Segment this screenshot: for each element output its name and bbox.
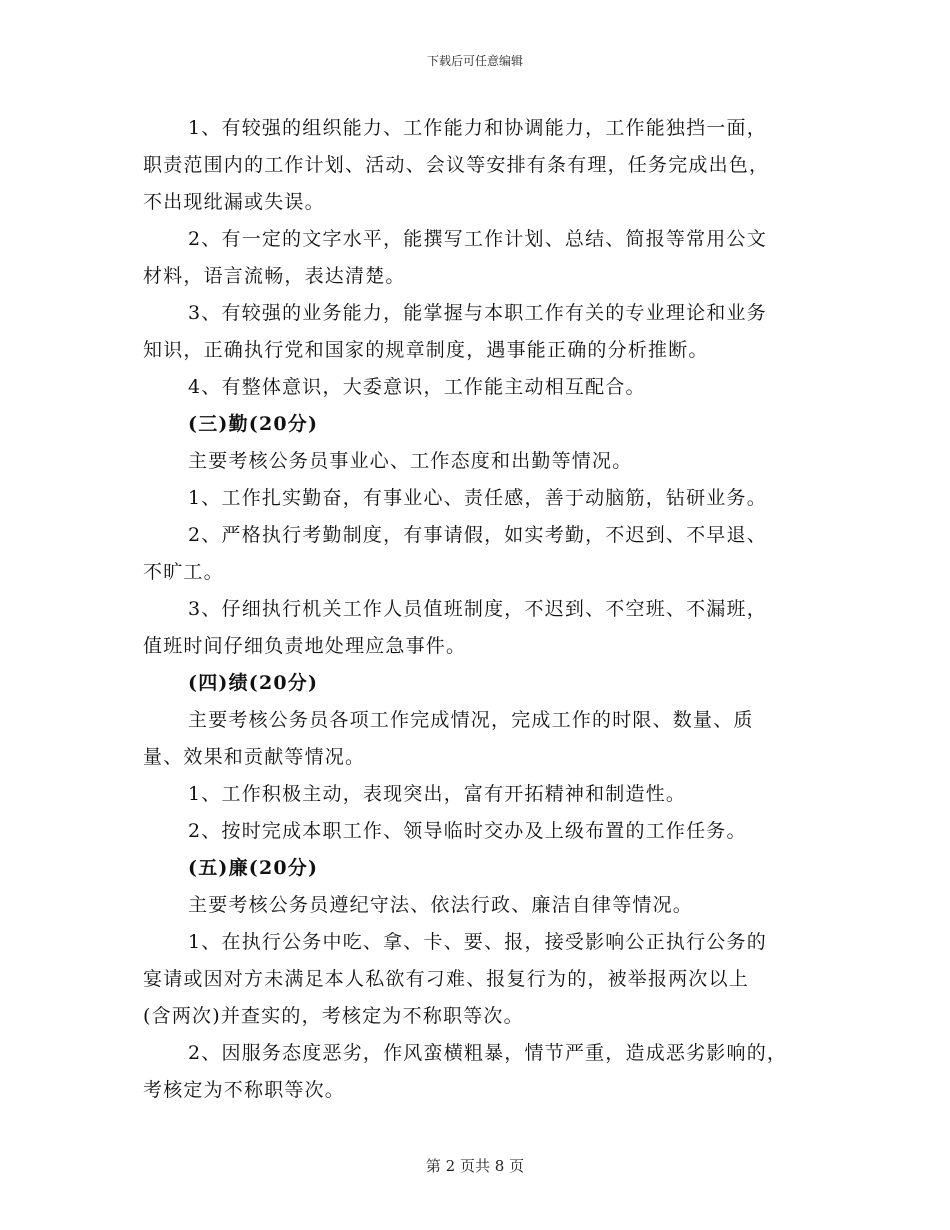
page-footer: 第 2 页共 8 页	[425, 1157, 525, 1175]
paragraph-diligence-3: 3、仔细执行机关工作人员值班制度，不迟到、不空班、不漏班， 值班时间仔细负责地处理应急事件。	[143, 598, 767, 657]
section-heading-diligence: (三)勤(20分)	[188, 413, 319, 435]
paragraph-integrity-2: 2、因服务态度恶劣，作风蛮横粗暴，情节严重，造成恶劣影响的， 考核定为不称职等次。	[143, 1042, 788, 1101]
page-header: 下载后可任意编辑	[426, 54, 523, 68]
paragraph-performance-2: 2、按时完成本职工作、领导临时交办及上级布置的工作任务。	[188, 820, 747, 842]
paragraph-performance-intro: 主要考核公务员各项工作完成情况，完成工作的时限、数量、质 量、效果和贡献等情况。	[143, 709, 754, 768]
paragraph-2: 2、有一定的文字水平，能撰写工作计划、总结、简报等常用公文 材料，语言流畅，表达清楚。	[143, 228, 767, 287]
paragraph-integrity-1: 1、在执行公务中吃、拿、卡、要、报，接受影响公正执行公务的 宴请或因对方未满足本人私欲有刁难、报复行为的，被举报两次以上 (含两次)并查实的，考核定为不称职等次。	[143, 931, 767, 1027]
paragraph-integrity-intro: 主要考核公务员遵纪守法、依法行政、廉洁自律等情况。	[188, 894, 694, 916]
paragraph-1: 1、有较强的组织能力、工作能力和协调能力，工作能独挡一面， 职责范围内的工作计划、活动、会议等安排有条有理，任务完成出色， 不出现纰漏或失误。	[143, 117, 770, 213]
paragraph-diligence-1: 1、工作扎实勤奋，有事业心、责任感，善于动脑筋，钻研业务。	[188, 487, 767, 509]
section-heading-integrity: (五)廉(20分)	[188, 857, 319, 879]
paragraph-3: 3、有较强的业务能力，能掌握与本职工作有关的专业理论和业务 知识，正确执行党和国家的规章制度，遇事能正确的分析推断。	[143, 302, 767, 361]
paragraph-4: 4、有整体意识，大委意识，工作能主动相互配合。	[188, 376, 646, 398]
paragraph-diligence-intro: 主要考核公务员事业心、工作态度和出勤等情况。	[188, 450, 633, 472]
paragraph-performance-1: 1、工作积极主动，表现突出，富有开拓精神和制造性。	[188, 783, 687, 805]
section-heading-performance: (四)绩(20分)	[188, 672, 319, 694]
document-body	[143, 110, 811, 1109]
paragraph-diligence-2: 2、严格执行考勤制度，有事请假，如实考勤，不迟到、不早退、 不旷工。	[143, 524, 767, 583]
